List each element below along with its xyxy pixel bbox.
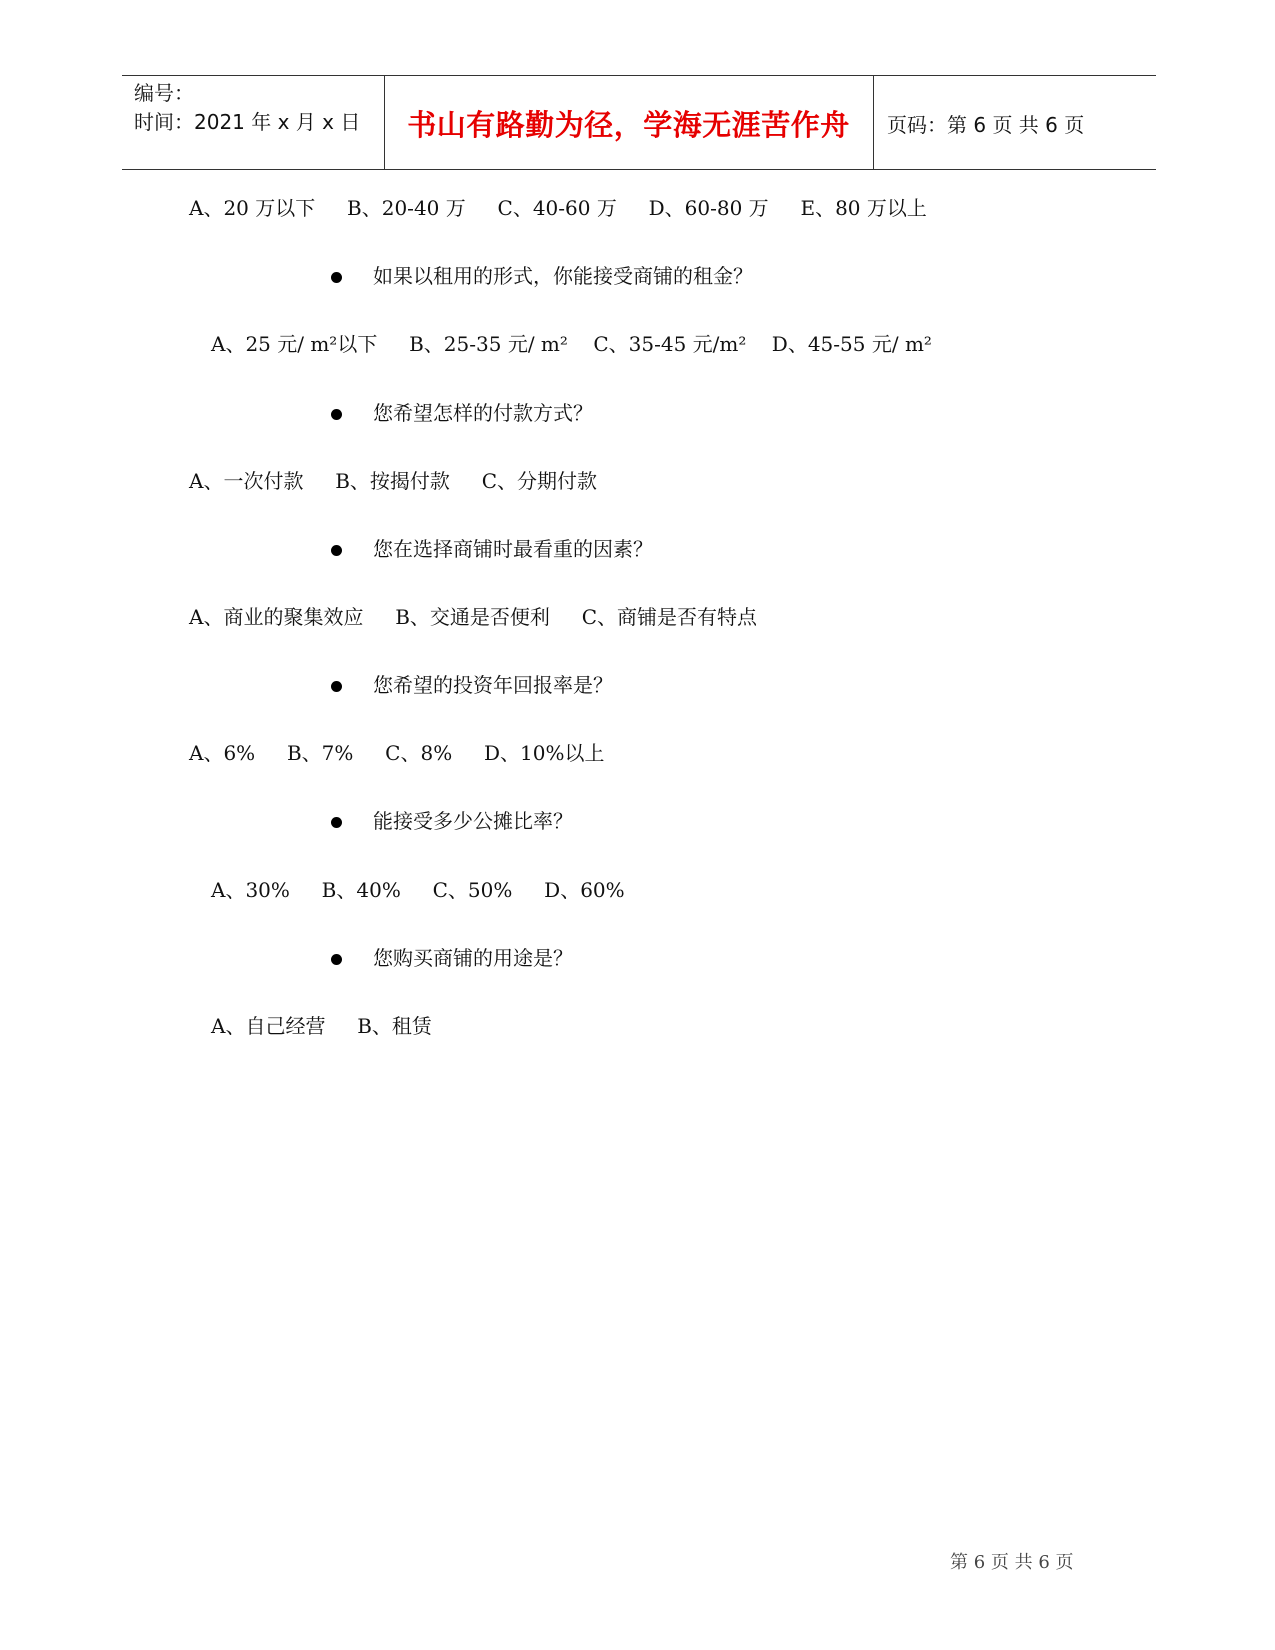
- answer-options-return-rate: A、6% B、7% C、8% D、10%以上: [189, 741, 605, 765]
- question-text: 您在选择商铺时最看重的因素？: [373, 537, 653, 561]
- document-time-label: 时间：2021 年 x 月 x 日: [134, 110, 361, 134]
- question-text: 您希望的投资年回报率是？: [373, 673, 613, 697]
- answer-options-shared-ratio: A、30% B、40% C、50% D、60%: [211, 878, 625, 902]
- answer-options-price-range: A、20 万以下 B、20-40 万 C、40-60 万 D、60-80 万 E、80 万以上: [189, 196, 927, 220]
- answer-options-payment: A、一次付款 B、按揭付款 C、分期付款: [189, 469, 598, 493]
- answer-options-rent: A、25 元/ m²以下 B、25-35 元/ m² C、35-45 元/m² D、45-55 元/ m²: [211, 332, 932, 356]
- document-header: [122, 75, 1156, 170]
- question-text: 您购买商铺的用途是？: [373, 946, 573, 970]
- header-motto: 书山有路勤为径，学海无涯苦作舟: [407, 108, 850, 142]
- answer-options-factors: A、商业的聚集效应 B、交通是否便利 C、商铺是否有特点: [189, 605, 758, 629]
- question-text: 您希望怎样的付款方式？: [373, 401, 593, 425]
- header-page-label: 页码：第 6 页 共 6 页: [887, 113, 1085, 137]
- bullet-icon: [331, 409, 342, 420]
- question-text: 能接受多少公摊比率？: [373, 809, 573, 833]
- document-number-label: 编号：: [134, 81, 194, 105]
- bullet-icon: [331, 545, 342, 556]
- bullet-icon: [331, 817, 342, 828]
- bullet-icon: [331, 681, 342, 692]
- header-left-cell: [122, 76, 385, 169]
- question-text: 如果以租用的形式，你能接受商铺的租金？: [373, 264, 753, 288]
- page-footer: 第 6 页 共 6 页: [950, 1552, 1074, 1573]
- header-page-cell: [874, 76, 1156, 169]
- bullet-icon: [331, 272, 342, 283]
- answer-options-purpose: A、自己经营 B、租赁: [211, 1014, 432, 1038]
- bullet-icon: [331, 954, 342, 965]
- header-motto-cell: [384, 76, 874, 169]
